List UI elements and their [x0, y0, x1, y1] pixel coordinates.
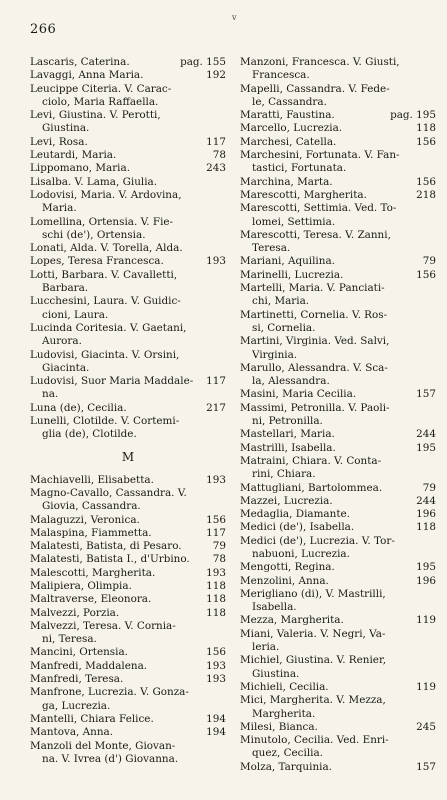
index-entry [30, 162, 226, 175]
entry-continuation: tastici, Fortunata. [252, 162, 347, 175]
index-entry [30, 740, 226, 767]
entry-continuation: Aurora. [42, 335, 82, 348]
entry-name: Mastrilli, Isabella. [240, 441, 336, 454]
entry-name: Marchina, Marta. [240, 175, 333, 188]
index-entry [30, 149, 226, 162]
entry-continuation: ga, Lucrezia. [42, 699, 111, 712]
entry-name: Manfrone, Lucrezia. V. Gonza- [30, 686, 189, 699]
entry-name: Lisalba. V. Lama, Giulia. [30, 175, 158, 188]
index-entry [240, 269, 436, 282]
entry-continuation: le, Cassandra. [252, 95, 327, 108]
entry-continuation: nabuoni, Lucrezia. [252, 547, 350, 560]
entry-continuation: rini, Chiara. [252, 468, 316, 481]
entry-continuation: Isabella. [252, 601, 297, 614]
entry-name: Milesi, Bianca. [240, 720, 318, 733]
entry-continuation: Giustina. [42, 122, 90, 135]
entry-name: Leutardi, Maria. [30, 149, 117, 162]
entry-continuation: lomei, Settimia. [252, 215, 336, 228]
index-entry [240, 189, 436, 202]
entry-continuation: cioni, Laura. [42, 308, 109, 321]
entry-name: Mengotti, Regina. [240, 561, 335, 574]
entry-continuation: quez, Cecilia. [252, 747, 323, 760]
page-reference: 244 [416, 494, 436, 507]
index-entry [30, 415, 226, 442]
page-reference: 119 [416, 614, 436, 627]
page-reference: 117 [206, 135, 226, 148]
index-entry [30, 660, 226, 673]
index-entry [240, 761, 436, 774]
entry-continuation: ciolo, Maria Raffaella. [42, 95, 159, 108]
entry-name: Malatesti, Batista, di Pesaro. [30, 540, 182, 553]
index-entry [240, 734, 436, 761]
index-entry [30, 620, 226, 647]
entry-name: Lascaris, Caterina. [30, 56, 130, 68]
index-entry [30, 255, 226, 268]
index-entry [30, 216, 226, 243]
entry-name: Michiel, Giustina. V. Renier, [240, 654, 387, 667]
entry-name: Minutolo, Cecilia. Ved. Enri- [240, 734, 389, 747]
entry-name: Lomellina, Ortensia. V. Fie- [30, 215, 174, 228]
index-entry [30, 553, 226, 566]
page-reference: 156 [206, 646, 226, 659]
entry-name: Mici, Margherita. V. Mezza, [240, 694, 386, 707]
entry-name: Maratti, Faustina. [240, 109, 335, 122]
entry-name: Lucchesini, Laura. V. Guidic- [30, 295, 181, 308]
index-entry [30, 402, 226, 415]
index-entry [240, 149, 436, 176]
page-reference: 217 [206, 401, 226, 414]
entry-name: Martinetti, Cornelia. V. Ros- [240, 308, 388, 321]
entry-name: Lucinda Coritesia. V. Gaetani, [30, 321, 187, 334]
index-entry [30, 527, 226, 540]
page-reference: 218 [416, 188, 436, 201]
page-reference: 156 [416, 135, 436, 148]
index-column-left [30, 56, 226, 766]
page-reference: 194 [206, 726, 226, 739]
entry-name: Mapelli, Cassandra. V. Fede- [240, 82, 390, 95]
index-entry [240, 202, 436, 229]
page-reference: 118 [206, 593, 226, 606]
index-entry [240, 681, 436, 694]
index-entry [30, 593, 226, 606]
page-reference: 245 [416, 720, 436, 733]
index-entry [30, 567, 226, 580]
page-reference: 79 [212, 540, 226, 553]
entry-name: Malvezzi, Porzia. [30, 606, 120, 619]
page-reference: 119 [416, 680, 436, 693]
page-reference: 118 [206, 606, 226, 619]
page-reference: pag. 195 [390, 109, 436, 122]
index-entry [30, 514, 226, 527]
entry-name: Medaglia, Diamante. [240, 508, 350, 521]
index-entry [240, 282, 436, 309]
entry-name: Lonati, Alda. V. Torella, Alda. [30, 242, 183, 255]
entry-continuation: Barbara. [42, 282, 89, 295]
entry-name: Mantelli, Chiara Felice. [30, 712, 154, 725]
index-entry [240, 721, 436, 734]
entry-name: Mastellari, Maria. [240, 428, 335, 441]
index-entry [240, 109, 436, 122]
entry-name: Manzoni, Francesca. V. Giusti, [240, 56, 400, 68]
index-entry [240, 654, 436, 681]
index-entry [30, 269, 226, 296]
index-entry [240, 176, 436, 189]
index-entry [30, 295, 226, 322]
index-entry [240, 136, 436, 149]
index-entry [240, 575, 436, 588]
entry-continuation: ni, Teresa. [42, 633, 97, 646]
page-reference: 192 [206, 69, 226, 82]
entry-name: Luna (de), Cecilia. [30, 401, 127, 414]
index-entry [30, 242, 226, 255]
entry-name: Marinelli, Lucrezia. [240, 268, 344, 281]
page-reference: 193 [206, 566, 226, 579]
page-reference: 196 [416, 574, 436, 587]
index-entry [240, 495, 436, 508]
printer-mark: v [232, 13, 237, 22]
index-entry [240, 122, 436, 135]
entry-name: Manfredi, Teresa. [30, 673, 124, 686]
index-entry [240, 588, 436, 615]
entry-name: Lodovisi, Maria. V. Ardovina, [30, 188, 182, 201]
entry-name: Ludovisi, Giacinta. V. Orsini, [30, 348, 180, 361]
entry-name: Lavaggi, Anna Maria. [30, 69, 144, 82]
entries-letter-m-continued [240, 56, 436, 774]
entry-name: Mantova, Anna. [30, 726, 114, 739]
entry-name: Levi, Rosa. [30, 135, 88, 148]
page-reference: 195 [416, 561, 436, 574]
page-reference: 243 [206, 162, 226, 175]
entry-continuation: Maria. [42, 202, 77, 215]
entry-continuation: si, Cornelia. [252, 321, 316, 334]
index-entry [30, 136, 226, 149]
index-entry [30, 540, 226, 553]
index-entry [30, 474, 226, 487]
entry-name: Malaguzzi, Veronica. [30, 513, 140, 526]
entry-name: Ludovisi, Suor Maria Maddale- [30, 375, 194, 388]
entry-name: Magno-Cavallo, Cassandra. V. [30, 486, 187, 499]
page-reference: 196 [416, 508, 436, 521]
entry-name: Medici (de'), Lucrezia. V. Tor- [240, 534, 395, 547]
page-reference: 117 [206, 526, 226, 539]
index-entry [240, 508, 436, 521]
page-reference: 157 [416, 760, 436, 773]
entry-name: Molza, Tarquinia. [240, 760, 332, 773]
entries-letter-l [30, 56, 226, 442]
page-reference: pag. 155 [180, 56, 226, 68]
entry-name: Marcello, Lucrezia. [240, 122, 343, 135]
entry-name: Marescotti, Teresa. V. Zanni, [240, 228, 391, 241]
index-entry [30, 686, 226, 713]
entry-continuation: Francesca. [252, 69, 310, 82]
index-entry [240, 442, 436, 455]
index-entry [240, 694, 436, 721]
entry-name: Mancini, Ortensia. [30, 646, 128, 659]
index-entry [240, 521, 436, 534]
entry-name: Lotti, Barbara. V. Cavalletti, [30, 268, 178, 281]
index-entry [30, 69, 226, 82]
page-reference: 193 [206, 673, 226, 686]
page-reference: 117 [206, 375, 226, 388]
entry-name: Mezza, Margherita. [240, 614, 344, 627]
page-reference: 156 [416, 175, 436, 188]
entry-name: Martelli, Maria. V. Panciati- [240, 282, 385, 295]
page-number: 266 [30, 22, 57, 37]
page-reference: 195 [416, 441, 436, 454]
index-entry [240, 335, 436, 362]
entry-name: Malvezzi, Teresa. V. Cornia- [30, 619, 176, 632]
index-column-right [240, 56, 436, 774]
index-entry [30, 673, 226, 686]
page-reference: 157 [416, 388, 436, 401]
entry-name: Malaspina, Fiammetta. [30, 526, 152, 539]
entry-name: Marchesini, Fortunata. V. Fan- [240, 149, 400, 162]
entry-name: Martini, Virginia. Ved. Salvi, [240, 335, 390, 348]
entry-name: Merigliano (di), V. Mastrilli, [240, 587, 386, 600]
page-reference: 118 [416, 122, 436, 135]
entry-name: Lunelli, Clotilde. V. Cortemi- [30, 415, 180, 428]
entry-name: Matraini, Chiara. V. Conta- [240, 454, 382, 467]
index-entry [30, 349, 226, 376]
index-entry [240, 229, 436, 256]
entries-letter-m [30, 474, 226, 767]
index-entry [240, 428, 436, 441]
entry-continuation: Giustina. [252, 667, 300, 680]
index-entry [30, 56, 226, 69]
page-reference: 156 [416, 268, 436, 281]
entry-name: Menzolini, Anna. [240, 574, 329, 587]
index-entry [240, 482, 436, 495]
index-entry [240, 362, 436, 389]
entry-name: Levi, Giustina. V. Perotti, [30, 109, 161, 122]
entry-name: Medici (de'), Isabella. [240, 521, 355, 534]
index-entry [240, 614, 436, 627]
index-entry [30, 189, 226, 216]
entry-name: Mariani, Aquilina. [240, 255, 335, 268]
index-entry [240, 56, 436, 83]
entry-name: Michieli, Cecilia. [240, 680, 329, 693]
entry-name: Marescotti, Settimia. Ved. To- [240, 202, 397, 215]
index-entry [240, 402, 436, 429]
index-entry [240, 455, 436, 482]
index-entry [30, 726, 226, 739]
page-reference: 193 [206, 659, 226, 672]
entry-continuation: schi (de'), Ortensia. [42, 228, 146, 241]
entry-continuation: leria. [252, 641, 280, 654]
page-reference: 78 [212, 149, 226, 162]
index-entry [240, 255, 436, 268]
entry-name: Mattugliani, Bartolommea. [240, 481, 383, 494]
page-reference: 79 [422, 255, 436, 268]
page-reference: 156 [206, 513, 226, 526]
page-reference: 193 [206, 473, 226, 486]
entry-name: Miani, Valeria. V. Negri, Va- [240, 627, 386, 640]
page-reference: 118 [416, 521, 436, 534]
index-entry [240, 309, 436, 336]
entry-continuation: la, Alessandra. [252, 375, 330, 388]
entry-continuation: Margherita. [252, 707, 316, 720]
index-entry [30, 580, 226, 593]
entry-name: Lopes, Teresa Francesca. [30, 255, 164, 268]
entry-name: Mazzei, Lucrezia. [240, 494, 333, 507]
entry-name: Machiavelli, Elisabetta. [30, 473, 154, 486]
entry-continuation: Giovia, Cassandra. [42, 500, 141, 513]
page-reference: 79 [422, 481, 436, 494]
entry-name: Manfredi, Maddalena. [30, 659, 148, 672]
entry-name: Marchesi, Catella. [240, 135, 337, 148]
index-entry [30, 109, 226, 136]
index-entry [240, 628, 436, 655]
entry-name: Maltraverse, Eleonora. [30, 593, 152, 606]
entry-name: Malatesti, Batista I., d'Urbino. [30, 553, 190, 566]
index-entry [240, 535, 436, 562]
entry-continuation: na. V. Ivrea (d') Giovanna. [42, 752, 179, 765]
entry-name: Leucippe Citeria. V. Carac- [30, 82, 172, 95]
entry-continuation: chi, Maria. [252, 295, 310, 308]
entry-continuation: Teresa. [252, 242, 291, 255]
entry-name: Manzoli del Monte, Giovan- [30, 739, 176, 752]
index-entry [240, 83, 436, 110]
entry-name: Malipiera, Olimpia. [30, 579, 132, 592]
index-entry [240, 388, 436, 401]
index-entry [240, 561, 436, 574]
page-reference: 118 [206, 579, 226, 592]
entry-continuation: ni, Petronilla. [252, 415, 323, 428]
index-entry [30, 487, 226, 514]
entry-name: Malescotti, Margherita. [30, 566, 156, 579]
page-reference: 244 [416, 428, 436, 441]
entry-continuation: glia (de), Clotilde. [42, 428, 137, 441]
entry-continuation: Giacinta. [42, 361, 90, 374]
index-entry [30, 713, 226, 726]
entry-name: Lippomano, Maria. [30, 162, 131, 175]
entry-name: Marescotti, Margherita. [240, 188, 367, 201]
index-entry [30, 83, 226, 110]
entry-continuation: Virginia. [252, 348, 298, 361]
page-reference: 193 [206, 255, 226, 268]
page-reference: 194 [206, 712, 226, 725]
page-reference: 78 [212, 553, 226, 566]
index-entry [30, 176, 226, 189]
index-entry [30, 375, 226, 402]
index-entry [30, 646, 226, 659]
entry-name: Masini, Maria Cecilia. [240, 388, 357, 401]
section-heading-m: M [121, 449, 135, 464]
index-entry [30, 607, 226, 620]
entry-continuation: na. [42, 388, 59, 401]
entry-name: Marullo, Alessandra. V. Sca- [240, 361, 388, 374]
entry-name: Massimi, Petronilla. V. Paoli- [240, 401, 390, 414]
index-entry [30, 322, 226, 349]
